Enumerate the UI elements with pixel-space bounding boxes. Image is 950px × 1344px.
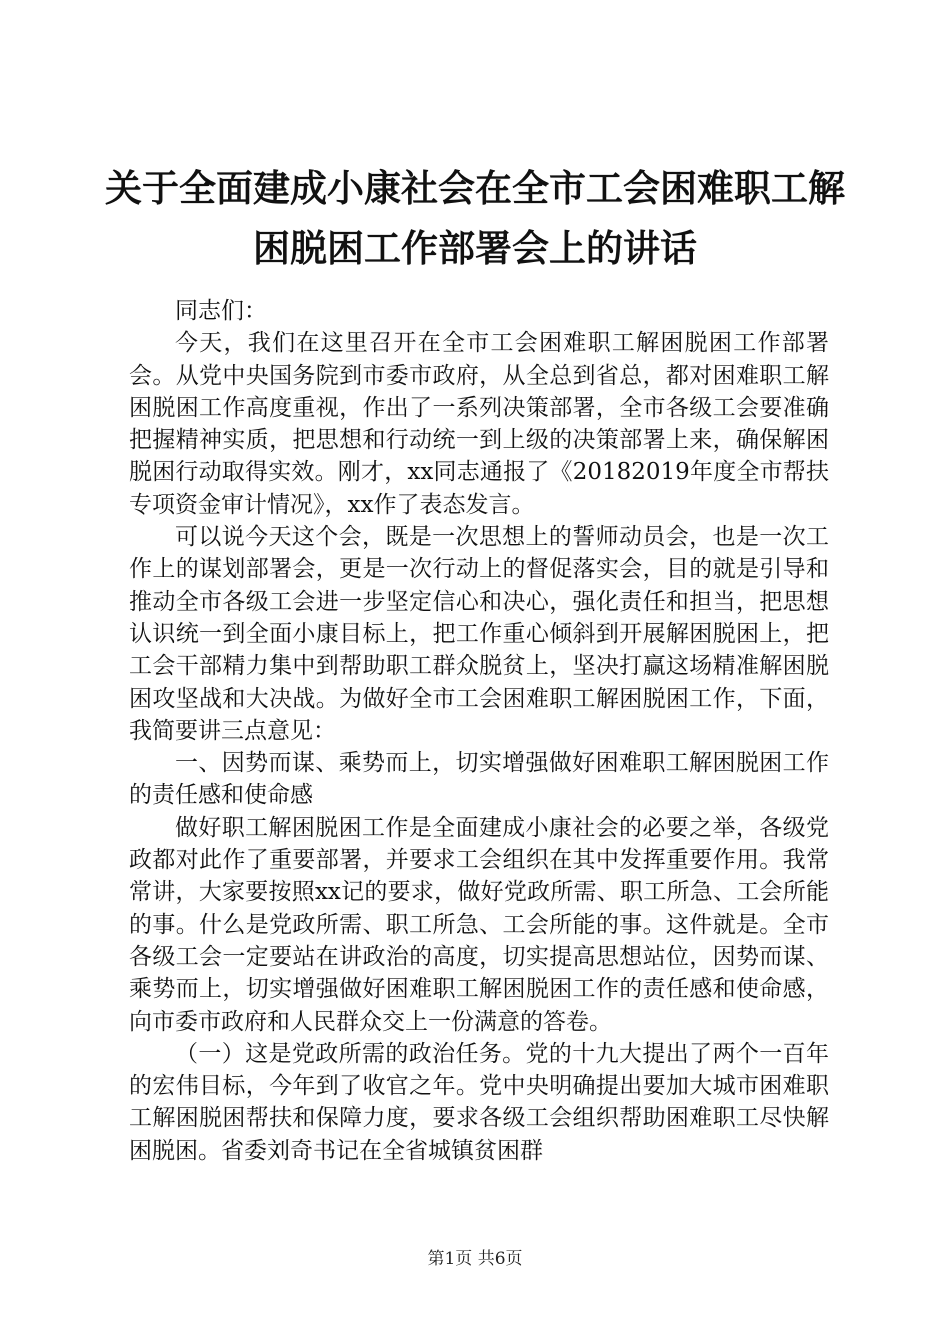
- paragraph-meeting-purpose: 可以说今天这个会，既是一次思想上的誓师动员会，也是一次工作上的谋划部署会，更是一次行动上的督促落实会，目的就是引导和推动全市各级工会进一步坚定信心和决心，强化责任和担当，把思想认识统一到全面小康目标上，把工作重心倾斜到开展解困脱困上，把工会干部精力集中到帮助职工群众脱贫上，坚决打赢这场精准解困脱困攻坚战和大决战。为做好全市工会困难职工解困脱困工作，下面，我简要讲三点意见：: [129, 524, 829, 744]
- document-body: [129, 295, 829, 1167]
- section-heading-1: 一、因势而谋、乘势而上，切实增强做好困难职工解困脱困工作的责任感和使命感: [129, 750, 829, 809]
- paragraph-opening: 今天，我们在这里召开在全市工会困难职工解困脱困工作部署会。从党中央国务院到市委市政府，从全总到省总，都对困难职工解困脱困工作高度重视，作出了一系列决策部署，全市各级工会要准确把握精神实质，把思想和行动统一到上级的决策部署上来，确保解困脱困行动取得实效。刚才，xx同志通报了《20182019年度全市帮扶专项资金审计情况》，xx作了表态发言。: [129, 330, 829, 518]
- title-line-1: 关于全面建成小康社会在全市工会困难职工解: [105, 166, 845, 210]
- paragraph-section-1: 做好职工解困脱困工作是全面建成小康社会的必要之举，各级党政都对此作了重要部署，并要求工会组织在其中发挥重要作用。我常常讲，大家要按照xx记的要求，做好党政所需、职工所急、工会所能的事。什么是党政所需、职工所急、工会所能的事。这件就是。全市各级工会一定要站在讲政治的高度，切实提高思想站位，因势而谋、乘势而上，切实增强做好困难职工解困脱困工作的责任感和使命感，向市委市政府和人民群众交上一份满意的答卷。: [129, 814, 829, 1035]
- document-title: [100, 158, 850, 278]
- title-line-2: 困脱困工作部署会上的讲话: [253, 226, 697, 270]
- paragraph-subsection-1: （一）这是党政所需的政治任务。党的十九大提出了两个一百年的宏伟目标，今年到了收官之年。党中央明确提出要加大城市困难职工解困脱困帮扶和保障力度，要求各级工会组织帮助困难职工尽快解困脱困。省委刘奇书记在全省城镇贫困群: [129, 1040, 829, 1164]
- salutation: 同志们：: [175, 298, 267, 324]
- page-footer: 第1页 共6页: [427, 1249, 523, 1269]
